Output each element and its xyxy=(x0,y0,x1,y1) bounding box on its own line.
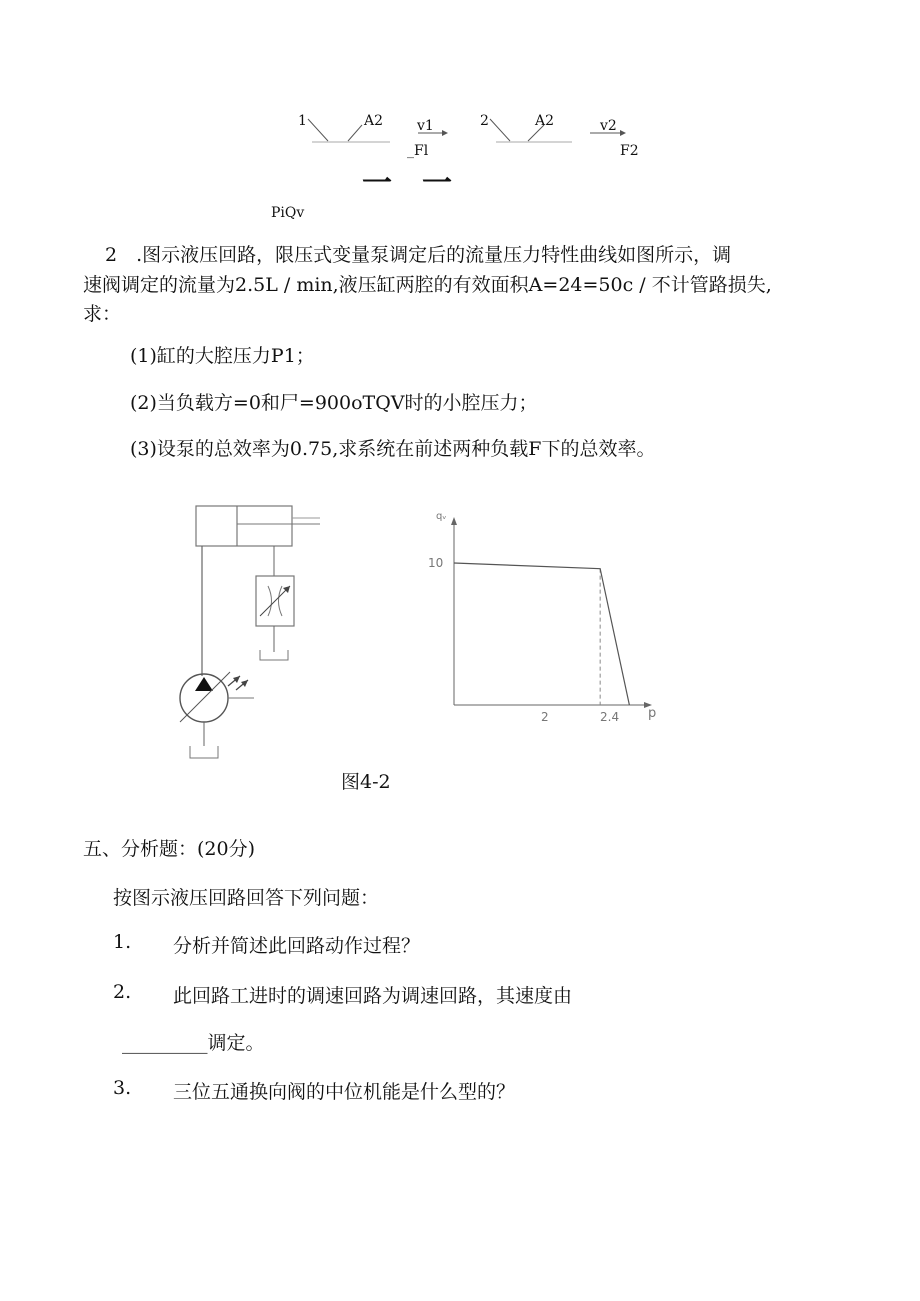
throttle-arc-2 xyxy=(279,586,283,616)
tank-2 xyxy=(190,746,218,758)
cylinder-body xyxy=(196,506,292,546)
label-2: 2 xyxy=(480,113,489,129)
problem2-line3: 求： xyxy=(83,303,122,325)
characteristic-curve xyxy=(454,563,629,705)
item-2-number: 2. xyxy=(113,981,132,1003)
y-axis-label: qᵥ xyxy=(436,511,447,522)
label-1: 1 xyxy=(298,113,307,129)
figure-caption: 图4-2 xyxy=(341,771,391,793)
section5-heading: 五、分析题：(20分) xyxy=(83,838,256,860)
dash-marks: 一 一 xyxy=(362,166,452,201)
tick-y-10: 10 xyxy=(428,556,444,570)
item-1-text: 分析并简述此回路动作过程？ xyxy=(173,935,421,957)
v1-arrowhead xyxy=(442,130,448,136)
item-1-number: 1. xyxy=(113,931,132,953)
label-f2: F2 xyxy=(620,143,639,159)
throttle-arc-1 xyxy=(268,586,272,616)
problem2-line1: 2 .图示液压回路，限压式变量泵调定后的流量压力特性曲线如图所示，调 xyxy=(105,244,732,266)
section5-intro: 按图示液压回路回答下列问题： xyxy=(113,887,380,909)
y-axis-arrowhead xyxy=(451,517,457,525)
label-f1: _Fl xyxy=(407,143,429,159)
spring-arrowhead-2 xyxy=(241,680,248,687)
problem2-q1: (1)缸的大腔压力P1； xyxy=(130,345,315,367)
problem2-q3: (3)设泵的总效率为0.75,求系统在前述两种负载F下的总效率。 xyxy=(130,438,656,460)
problem2-line2: 速阀调定的流量为2.5L / min,液压缸两腔的有效面积A=24=50c / 不计管路损失, xyxy=(83,274,772,296)
x-axis-label: p xyxy=(648,706,657,721)
diagram-line-3 xyxy=(490,119,510,141)
v2-arrowhead xyxy=(620,130,626,136)
problem2-q2: (2)当负载方=0和尸=900oTQV时的小腔压力； xyxy=(130,392,538,414)
label-a2-left: A2 xyxy=(364,113,384,129)
flow-pressure-chart xyxy=(420,505,670,735)
label-v1: v1 xyxy=(417,118,434,134)
item-3-text: 三位五通换向阀的中位机能是什么型的？ xyxy=(173,1081,516,1103)
item-2-blank: _________调定。 xyxy=(122,1032,265,1054)
hydraulic-circuit xyxy=(170,500,340,770)
label-v2: v2 xyxy=(600,118,617,134)
top-force-diagram xyxy=(290,105,650,165)
diagram-line-1 xyxy=(308,119,328,141)
tick-x-2-4: 2.4 xyxy=(600,710,620,724)
item-2-text: 此回路工进时的调速回路为调速回路，其速度由 xyxy=(173,985,573,1007)
item-3-number: 3. xyxy=(113,1077,132,1099)
label-a2-right: A2 xyxy=(535,113,555,129)
label-piqv: PiQv xyxy=(271,205,305,221)
diagram-line-2 xyxy=(348,125,362,141)
tick-x-2: 2 xyxy=(541,710,549,724)
pump-triangle xyxy=(195,677,213,691)
spring-arrowhead-1 xyxy=(233,676,240,683)
